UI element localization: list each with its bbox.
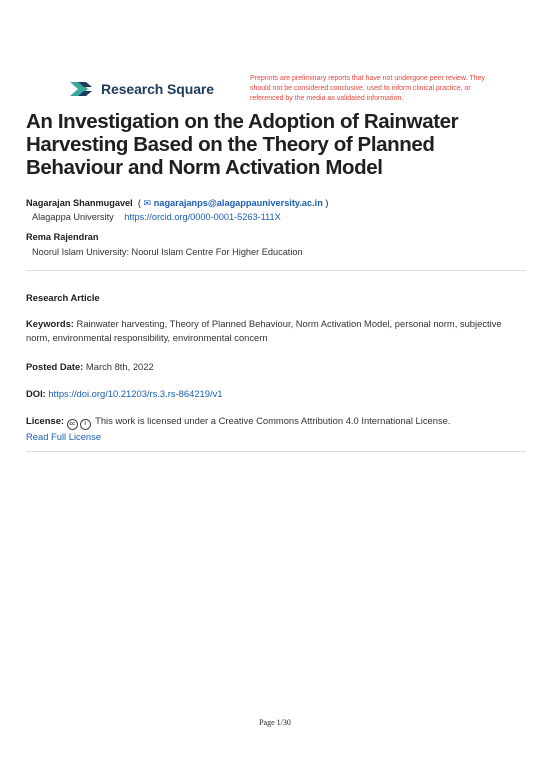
license-text: This work is licensed under a Creative Commons Attribution 4.0 International License.: [95, 415, 451, 426]
page-number: Page 1/30: [259, 718, 291, 727]
keywords-block: [26, 317, 526, 345]
author-1-orcid-link[interactable]: https://orcid.org/0000-0001-5263-111X: [124, 212, 281, 222]
divider-bottom: [26, 451, 526, 452]
by-icon: i: [80, 419, 91, 430]
read-full-license-link[interactable]: Read Full License: [26, 431, 102, 442]
author-2: [26, 232, 99, 242]
posted-date-label: Posted Date:: [26, 361, 84, 372]
mail-icon: ✉: [143, 198, 152, 208]
preprint-notice: Preprints are preliminary reports that have not undergone peer review. They should not be considered conclusive, used to inform clinical practice, or referenced by the media as validated information.: [250, 75, 485, 102]
author-1: [26, 198, 328, 209]
doi-label: DOI:: [26, 388, 46, 399]
author-2-name: Rema Rajendran: [26, 232, 99, 242]
divider-top: [26, 270, 526, 271]
author-1-affiliation-line: [32, 212, 281, 222]
doi-link[interactable]: https://doi.org/10.21203/rs.3.rs-864219/v1: [48, 388, 223, 399]
keywords-label: Keywords:: [26, 318, 74, 329]
doi-block: [26, 387, 526, 401]
research-square-logo-icon: [68, 78, 94, 100]
posted-date-block: [26, 360, 526, 374]
author-2-affiliation: Noorul Islam University: Noorul Islam Centre For Higher Education: [32, 247, 303, 257]
paper-title: An Investigation on the Adoption of Rainwater Harvesting Based on the Theory of Planned Behaviour and Norm Activation Model: [26, 110, 459, 179]
license-block: [26, 414, 526, 444]
article-type: Research Article: [26, 292, 100, 303]
license-label: License:: [26, 415, 65, 426]
author-1-email-wrapper: ( ✉ nagarajanps@alagappauniversity.ac.in ): [135, 198, 329, 208]
author-1-name: Nagarajan Shanmugavel: [26, 198, 133, 208]
research-square-logo[interactable]: [68, 78, 214, 100]
author-1-affiliation: Alagappa University: [32, 212, 114, 222]
author-1-email[interactable]: nagarajanps@alagappauniversity.ac.in: [153, 198, 323, 208]
posted-date-value: March 8th, 2022: [85, 361, 154, 372]
brand-name: Research Square: [101, 81, 214, 97]
keywords-text: Rainwater harvesting, Theory of Planned Behaviour, Norm Activation Model, personal norm, subjective norm, environmental responsibility, environmental concern: [26, 318, 502, 343]
cc-icon: cc: [67, 419, 78, 430]
